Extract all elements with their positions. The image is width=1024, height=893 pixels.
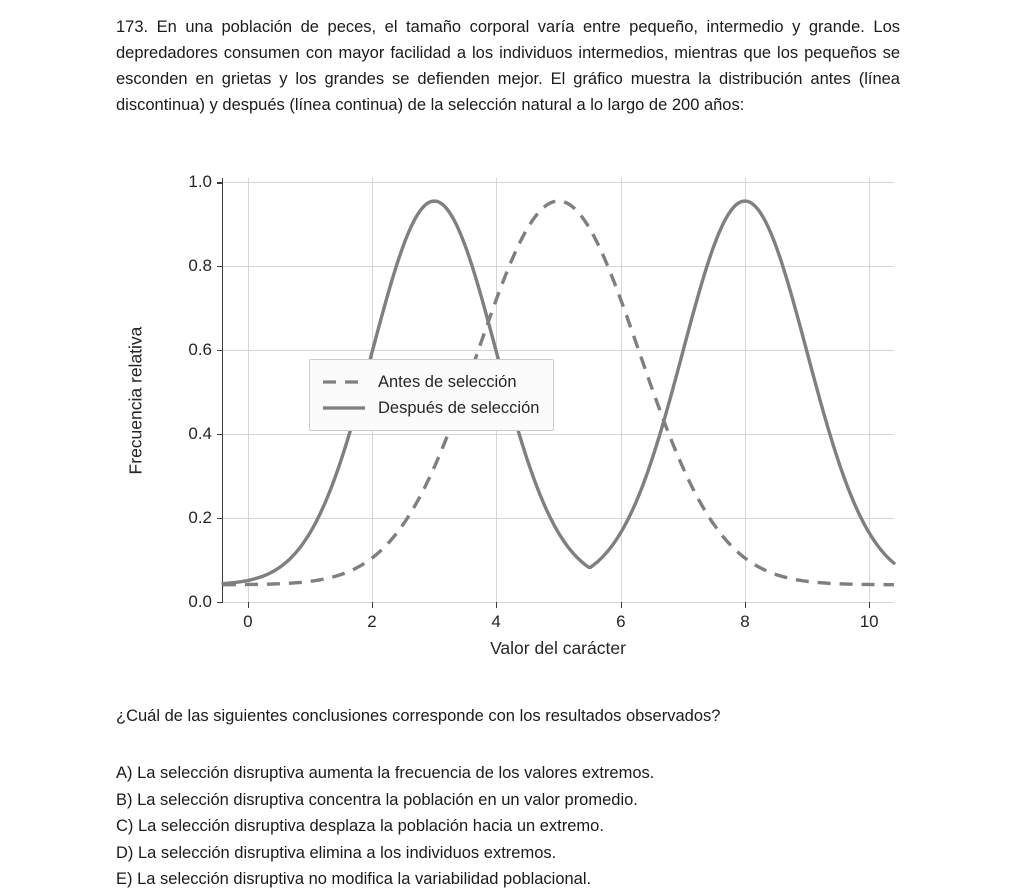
legend-item-despues <box>322 395 539 421</box>
x-tick-label: 10 <box>859 612 879 631</box>
x-tick-label: 2 <box>367 612 377 631</box>
y-tick-label: 0.4 <box>188 424 212 444</box>
legend-label-antes: Antes de selección <box>378 372 517 391</box>
y-tick-label: 1.0 <box>188 172 212 192</box>
y-tick-mark <box>217 602 223 603</box>
legend-swatch-dashed-icon <box>322 375 366 389</box>
x-tick-mark <box>745 602 746 608</box>
x-tick-label: 8 <box>740 612 750 631</box>
y-axis-label: Frecuencia relativa <box>125 326 146 475</box>
option-a[interactable]: A) La selección disruptiva aumenta la frecuencia de los valores extremos. <box>116 764 655 782</box>
x-axis-label: Valor del carácter <box>490 638 626 658</box>
legend-swatch-solid-icon <box>322 401 366 415</box>
legend-label-despues: Después de selección <box>378 398 540 417</box>
plot-area <box>188 172 894 631</box>
x-tick-mark <box>621 602 622 608</box>
y-tick-label: 0.6 <box>188 340 212 360</box>
x-tick-mark <box>496 602 497 608</box>
option-c[interactable]: C) La selección disruptiva desplaza la población hacia un extremo. <box>116 817 604 835</box>
x-tick-mark <box>869 602 870 608</box>
question-stem: 173. En una población de peces, el tamaño corporal varía entre pequeño, intermedio y grande. Los depredadores consumen con mayor facilidad a los individuos intermedios, mientras que los pequeños se esconden en grietas y los grandes se defienden mejor. El gráfico muestra la distribución antes (línea discontinua) y después (línea continua) de la selección natural a lo largo de 200 años: <box>116 18 900 114</box>
sub-question-prompt: ¿Cuál de las siguientes conclusiones corresponde con los resultados observados? <box>116 707 721 725</box>
x-tick-mark <box>248 602 249 608</box>
x-tick-mark <box>372 602 373 608</box>
y-tick-label: 0.8 <box>188 256 212 276</box>
x-tick-label: 4 <box>491 612 501 631</box>
y-tick-label: 0.2 <box>188 508 212 528</box>
legend-item-antes <box>322 369 539 395</box>
x-tick-label: 0 <box>243 612 253 631</box>
x-tick-label: 6 <box>616 612 626 631</box>
gridline-horizontal <box>223 602 894 603</box>
selection-chart-figure <box>108 168 928 678</box>
answer-options <box>116 760 916 893</box>
chart-legend <box>309 359 554 431</box>
option-b[interactable]: B) La selección disruptiva concentra la población en un valor promedio. <box>116 790 638 809</box>
option-d[interactable]: D) La selección disruptiva elimina a los individuos extremos. <box>116 843 557 862</box>
option-e[interactable]: E) La selección disruptiva no modifica la variabilidad poblacional. <box>116 870 592 888</box>
y-tick-label: 0.0 <box>188 592 212 611</box>
